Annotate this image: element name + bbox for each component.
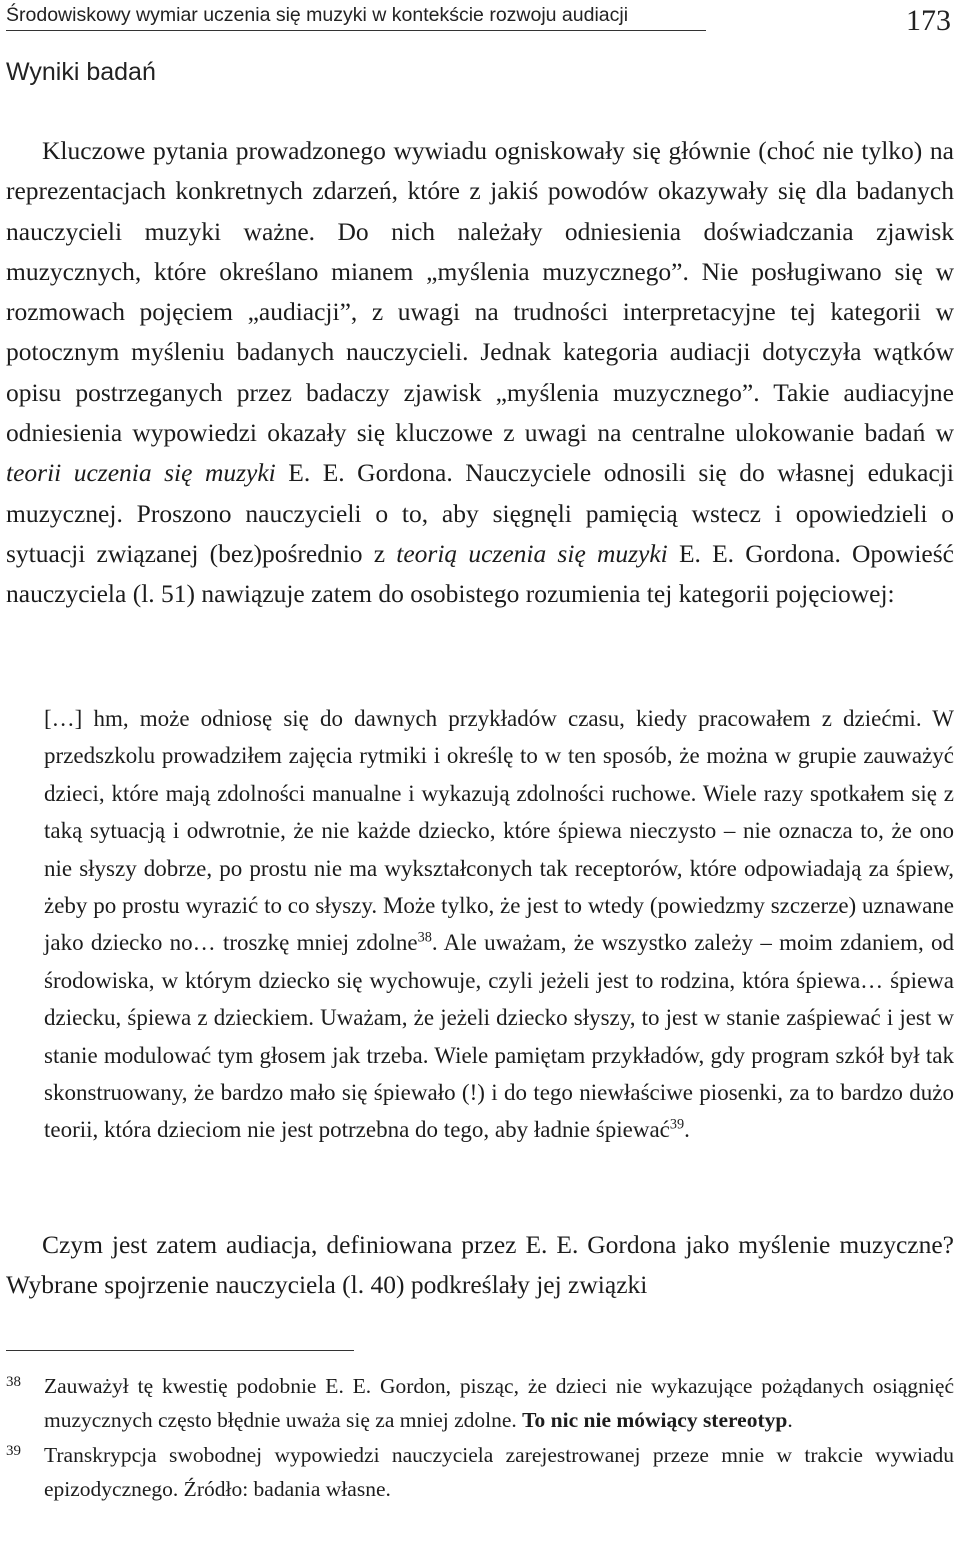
p1-text-3: E. E. Gordona. Opowieść nauczyciela (l. 51) nawiązuje zatem do osobistego rozumienia tej kategorii pojęciowej:	[6, 538, 954, 609]
body-paragraph-2	[6, 1225, 954, 1306]
footnote-ref-39[interactable]: 39	[669, 1116, 685, 1133]
page-number: 173	[906, 4, 951, 37]
quote-text-2: . Ale uważam, że wszystko zależy – moim zdaniem, od środowiska, w którym dziecko się wychowuje, czyli jeżeli jest to rodzina, która śpiewa… śpiewa dziecku, śpiewa z dzieckiem. Uważam, że jeżeli dziecko słyszy, to jest w stanie zaśpiewać i jest w stanie modulować tym głosem jak trzeba. Wiele pamiętam przykładów, gdy program szkół był tak skonstruowany, że bardzo mało się śpiewało (!) i do tego niewłaściwe piosenki, za to bardzo dużo teorii, która dzieciom nie jest potrzebna do tego, aby ładnie śpiewać	[44, 930, 954, 1143]
footnote-text: Zauważył tę kwestię podobnie E. E. Gordon, pisząc, że dzieci nie wykazujące pożądanych osiągnięć muzycznych często błędnie uważa się za mniej zdolne.	[44, 1374, 954, 1432]
footnote-38	[6, 1370, 954, 1437]
body-paragraph-1	[6, 131, 954, 615]
running-head: Środowiskowy wymiar uczenia się muzyki w kontekście rozwoju audiacji	[6, 4, 629, 26]
p2-text: Czym jest zatem audiacja, definiowana przez E. E. Gordona jako myślenie muzyczne? Wybrane spojrzenie nauczyciela (l. 40) podkreślały jej związki	[6, 1230, 954, 1300]
p1-text-1: Kluczowe pytania prowadzonego wywiadu ogniskowały się głównie (choć nie tylko) na reprezentacjach konkretnych zdarzeń, które z jakiś powodów okazywały się dla badanych nauczycieli muzyki ważne. Do nich należały odniesienia doświadczania zjawisk muzycznych, które określano mianem „myślenia muzycznego”. Nie posługiwano się w rozmowach pojęciem „audiacji”, z uwagi na trudności interpretacyjne tej kategorii w potocznym myśleniu badanych nauczycieli. Jednak kategoria audiacji dotyczyła wątków opisu postrzeganych przez badaczy zjawisk „myślenia muzycznego”. Takie audiacyjne odniesienia wypowiedzi okazały się kluczowe z uwagi na centralne ulokowanie badań w	[6, 136, 954, 448]
footnote-number: 39	[6, 1443, 21, 1459]
footnote-39	[6, 1439, 954, 1506]
p1-italic-1: teorii uczenia się muzyki	[6, 458, 276, 488]
footnote-bold-text: To nic nie mówiący stereotyp	[522, 1407, 788, 1432]
footnotes	[6, 1370, 954, 1508]
quote-text-1: […] hm, może odniosę się do dawnych przykładów czasu, kiedy pracowałem z dziećmi. W przedszkolu prowadziłem zajęcia rytmiki i określę to w ten sposób, że można w grupie zauważyć dzieci, które mają zdolności manualne i wykazują zdolności ruchowe. Wiele razy spotkałem się z taką sytuacją i odwrotnie, że nie każde dziecko, które śpiewa nieczysto – nie oznacza to, że ono nie słyszy dobrze, po prostu nie ma wykształconych tak receptorów, które odpowiadają za śpiew, żeby po prostu wyrazić to co słyszy. Może tylko, że jest to wtedy (powiedzmy szczerze) uznawane jako dziecko no… troszkę mniej zdolne	[44, 706, 954, 956]
p1-italic-2: teorią uczenia się muzyki	[396, 538, 668, 568]
footnote-ref-38[interactable]: 38	[417, 929, 432, 946]
footnote-end: .	[787, 1407, 793, 1432]
page-header	[6, 0, 706, 31]
footnote-text: Transkrypcja swobodnej wypowiedzi nauczyciela zarejestrowanej przeze mnie w trakcie wywiadu epizodycznego. Źródło: badania własne.	[44, 1443, 954, 1501]
quote-text-3: .	[684, 1117, 690, 1143]
section-title: Wyniki badań	[6, 58, 156, 86]
interview-quote	[44, 700, 954, 1149]
footnote-separator	[6, 1350, 354, 1351]
footnote-number: 38	[6, 1374, 21, 1390]
p1-text-2: E. E. Gordona. Nauczyciele odnosili się do własnej edukacji muzycznej. Proszono nauczycieli o to, aby sięgnęli pamięcią wstecz i opowiedzieli o sytuacji związanej (bez)pośrednio z	[6, 458, 954, 568]
